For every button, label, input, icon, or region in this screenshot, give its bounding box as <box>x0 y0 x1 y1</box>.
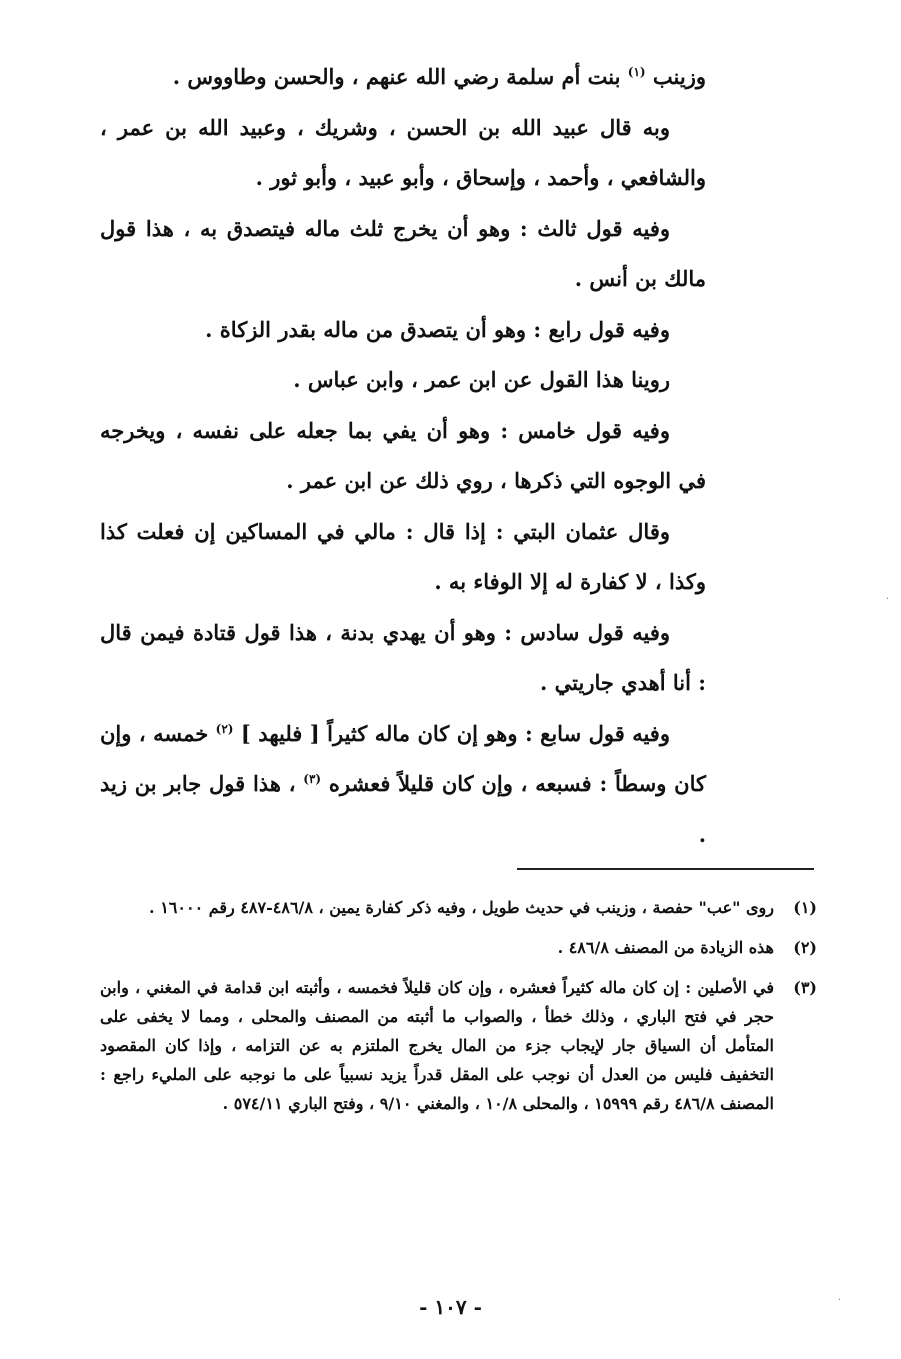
paragraph-7: وقال عثمان البتي : إذا قال : مالي في المساكين إن فعلت كذا وكذا ، لا كفارة له إلا الوفاء به . <box>100 518 706 594</box>
paragraph-2: وبه قال عبيد الله بن الحسن ، وشريك ، وعبيد الله بن عمر ، والشافعي ، وأحمد ، وإسحاق ، وأبو عبيد ، وأبو ثور . <box>100 114 706 190</box>
footnote-separator <box>517 868 814 870</box>
paragraph-9: وفيه قول سابع : وهو إن كان ماله كثيراً [ فليهد ] $^{(٢)}$ خمسه ، وإن كان وسطاً : فسبعه ، وإن كان قليلاً فعشره $^{(٣)}$ ، هذا قول جابر بن زيد . <box>100 720 706 847</box>
footnote-ref-3[interactable]: (٣) <box>303 772 322 786</box>
footnote-2 <box>100 933 817 962</box>
footnote-3 <box>100 973 817 1118</box>
footnote-number: (٣) <box>793 978 817 997</box>
paragraph-6: وفيه قول خامس : وهو أن يفي بما جعله على نفسه ، ويخرجه في الوجوه التي ذكرها ، روي ذلك عن ابن عمر . <box>100 417 706 493</box>
footnote-ref-2[interactable]: (٢) <box>215 721 234 736</box>
footnote-text: روى "عب" حفصة ، وزينب في حديث طويل ، وفيه ذكر كفارة يمين ، ٤٨٦/٨-٤٨٧ رقم ١٦٠٠٠ . <box>149 898 774 917</box>
footnote-1 <box>100 893 817 922</box>
footnote-number: (٢) <box>793 938 817 957</box>
paragraph-1: وزينب $^{(١)}$ بنت أم سلمة رضي الله عنهم ، والحسن وطاووس . <box>172 64 706 89</box>
scan-speck: · <box>838 1295 842 1306</box>
footnote-ref-1[interactable]: (١) <box>627 65 646 79</box>
paragraph-8: وفيه قول سادس : وهو أن يهدي بدنة ، هذا قول قتادة فيمن قال : أنا أهدي جاريتي . <box>100 619 706 695</box>
paragraph-4: وفيه قول رابع : وهو أن يتصدق من ماله بقدر الزكاة . <box>205 316 670 342</box>
footnote-text: في الأصلين : إن كان ماله كثيراً فعشره ، وإن كان قليلاً فخمسه ، وأثبته ابن قدامة في المغني ، وابن حجر في فتح الباري ، وذلك خطأ ، والصواب ما أثبته من المصنف والمحلى ، ومما لا يخفى على المتأمل أن السياق جار لإيجاب جزء من المال يخرج الملتزم به عن التزامه ، وإذا كان المقصود التخفيف فليس من العدل أن نوجب على المقل قدراً يزيد نسبياً على ما نوجبه على المليء راجع : المصنف ٤٨٦/٨ رقم ١٥٩٩٩ ، والمحلى ١٠/٨ ، والمغني ٩/١٠ ، وفتح الباري ٥٧٤/١١ . <box>100 978 774 1113</box>
page-number: - ١٠٧ - <box>419 1295 482 1319</box>
footnotes-section <box>100 893 817 1129</box>
footnote-number: (١) <box>793 898 817 917</box>
paragraph-5: روينا هذا القول عن ابن عمر ، وابن عباس . <box>293 367 670 392</box>
paragraph-3: وفيه قول ثالث : وهو أن يخرج ثلث ماله فيتصدق به ، هذا قول مالك بن أنس . <box>100 215 706 291</box>
main-text <box>100 52 706 860</box>
footnote-text: هذه الزيادة من المصنف ٤٨٦/٨ . <box>557 938 774 957</box>
scan-speck: · <box>886 594 890 605</box>
